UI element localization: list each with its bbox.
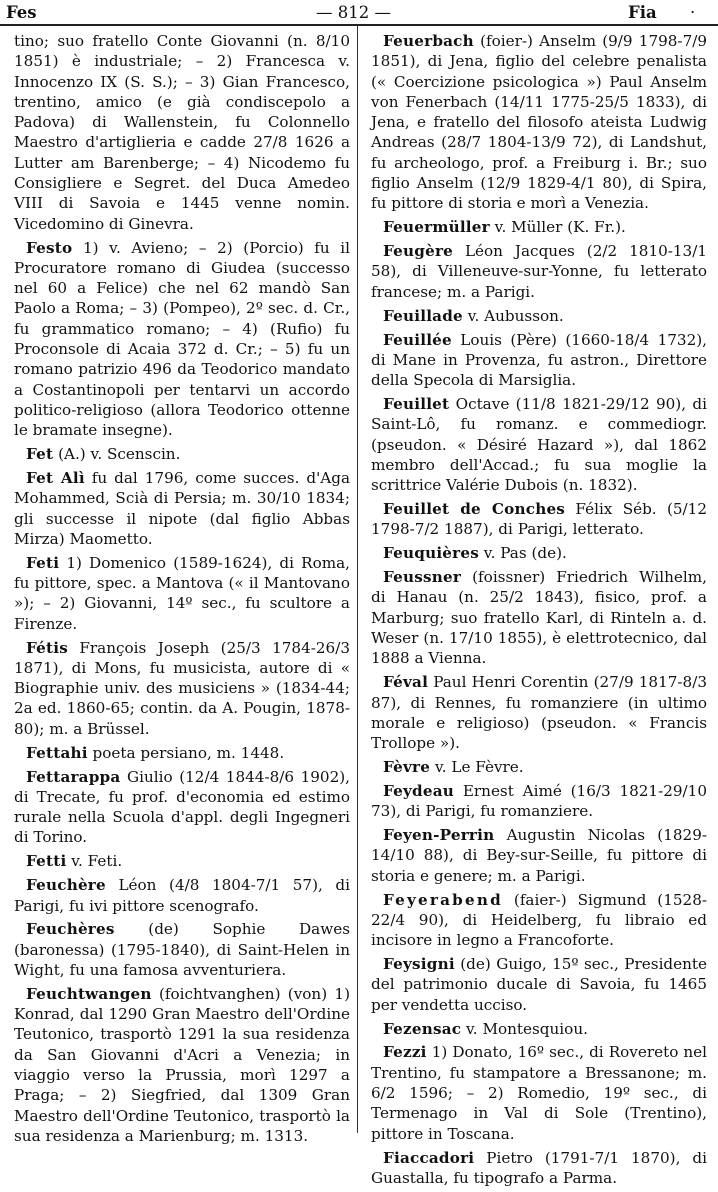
entry-headword: Fétis xyxy=(26,638,68,657)
entry xyxy=(371,241,707,302)
page-number: — 812 — xyxy=(316,3,391,22)
entry-text: Giulio (12/4 1844-8/6 1902), di Trecate, fu prof. d'economia ed estimo rurale nella Scuola d'appl. degli Ingegneri di Torino. xyxy=(14,767,350,847)
entry xyxy=(14,984,350,1146)
entry-headword: Fet Alì xyxy=(26,469,85,488)
entry-headword: Feyen-Perrin xyxy=(383,826,495,845)
entry xyxy=(371,217,707,237)
entry xyxy=(371,31,707,214)
column-divider xyxy=(357,26,358,1133)
entry xyxy=(14,444,350,464)
entry-text: (faier-) Sigmund (1528-22/4 90), di Heidelberg, fu libraio ed incisore in legno a Francoforte. xyxy=(371,890,708,950)
entry-text: Paul Henri Corentin (27/9 1817-8/3 87), di Rennes, fu romanziere (in ultimo morale e religioso) (pseudon. « Francis Trollope »). xyxy=(371,673,707,753)
entry-headword: Feyerabend xyxy=(383,890,503,909)
entry-text: François Joseph (25/3 1784-26/3 1871), di Mons, fu musicista, autore di « Biographie univ. des musiciens » (1834-44; 2a ed. 1860-65; contin. da A. Pougin, 1878-80); m. a Brüssel. xyxy=(14,638,350,738)
entry xyxy=(371,306,707,326)
entry-text: v. Pas (de). xyxy=(483,544,567,563)
left-column xyxy=(14,31,350,1150)
entry xyxy=(371,330,707,391)
entry-text: tino; suo fratello Conte Giovanni (n. 8/10 1851) è industriale; – 2) Francesca v. Innocenzo IX (S. S.); – 3) Gian Francesco, trentino, amico (e già condiscepolo a Padova) di Wallenstein, fu Colonnello Maestro d'artiglieria e cadde 27/8 1626 a Lutter am Barenberge; – 4) Nicodemo fu Consigliere e Segret. del Duca Amedeo VIII di Savoia e 1445 venne nomin. Vicedomino di Ginevra. xyxy=(14,32,350,233)
entry-headword: Feysigni xyxy=(383,955,455,974)
entry xyxy=(371,543,707,563)
entry-headword: Feuillet de Conches xyxy=(383,500,566,519)
entry xyxy=(371,757,707,777)
entry-text: 1) Donato, 16º sec., di Rovereto nel Trentino, fu stampatore a Bressanone; m. 6/2 1596; – 2) Romedio, 19º sec., di Termenago in Val di Sole (Trentino), pittore in Toscana. xyxy=(371,1043,708,1143)
entry xyxy=(371,1042,707,1143)
entry-text: Léon (4/8 1804-7/1 57), di Parigi, fu ivi pittore scenografo. xyxy=(14,876,351,915)
entry-text: (foichtvanghen) (von) 1) Konrad, dal 1290 Gran Maestro dell'Ordine Teutonico, trasportò 1291 la sua residenza da San Giovanni d'Acri a Venezia; in viaggio verso la Prussia, morì 1297 a Praga; – 2) Siegfried, dal 1309 Gran Maestro dell'Ordine Teutonico, trasportò la sua residenza a Marienburg; m. 1313. xyxy=(14,984,350,1145)
entry-text: v. Müller (K. Fr.). xyxy=(494,218,626,237)
entry-headword: Feuermüller xyxy=(383,218,490,237)
entry-text: Octave (11/8 1821-29/12 90), di Saint-Lô, fu romanz. e commediogr. (pseudon. « Désiré Hazard »), dal 1862 membro dell'Accad.; fu sua moglie la scrittrice Valérie Dubois (n. 1832). xyxy=(371,395,708,495)
entry-text: (A.) v. Scenscin. xyxy=(58,445,181,464)
entry-text: Augustin Nicolas (1829-14/10 88), di Bey-sur-Seille, fu pittore di storia e genere; m. a Parigi. xyxy=(371,826,707,885)
entry xyxy=(371,825,707,886)
entry xyxy=(371,1019,707,1039)
entry-headword: Feuillet xyxy=(383,395,450,414)
entry-text: (foissner) Friedrich Wilhelm, di Hanau (n. 25/2 1843), fisico, prof. a Marburg; suo fratello Karl, di Rinteln a. d. Weser (n. 17/10 1855), è elettrotecnico, dal 1888 a Vienna. xyxy=(371,568,707,668)
entry-text: Félix Séb. (5/12 1798-7/2 1887), di Parigi, letterato. xyxy=(371,500,707,539)
entry xyxy=(14,638,350,739)
entry-text: (foier-) Anselm (9/9 1798-7/9 1851), di Jena, figlio del celebre penalista (« Coercizione psicologica ») Paul Anselm von Fenerbach (14/11 1775-25/5 1833), di Jena, e fratello del filosofo ateista Ludwig Andreas (28/7 1804-13/9 72), di Landshut, fu archeologo, prof. a Freiburg i. Br.; suo figlio Anselm (12/9 1829-4/1 80), di Spira, fu pittore di storia e morì a Venezia. xyxy=(371,32,708,213)
entry xyxy=(14,238,350,441)
entry-headword: Feti xyxy=(26,553,60,572)
entry-text: (de) Guigo, 15º sec., Presidente del patrimonio ducale di Savoia, fu 1465 per vendetta ucciso. xyxy=(371,955,708,1014)
header-dot: · xyxy=(690,3,696,22)
entry xyxy=(14,31,350,234)
entry-headword: Feuillée xyxy=(383,330,452,349)
entry xyxy=(371,1148,707,1189)
entry-text: Louis (Père) (1660-18/4 1732), di Mane in Provenza, fu astron., Direttore della Specola di Marsiglia. xyxy=(371,330,708,390)
entry-headword: Fetti xyxy=(26,852,67,871)
entry-text: v. Feti. xyxy=(71,852,123,871)
entry-headword: Fezzi xyxy=(383,1043,427,1062)
entry-headword: Feydeau xyxy=(383,781,455,800)
right-column xyxy=(371,31,707,1192)
entry xyxy=(371,394,707,495)
entry xyxy=(371,890,707,951)
entry-text: v. Aubusson. xyxy=(467,306,564,325)
entry-headword: Feuquières xyxy=(383,544,479,563)
entry xyxy=(14,743,350,763)
entry-text: 1) Domenico (1589-1624), di Roma, fu pittore, spec. a Mantova (« il Mantovano »); – 2) Giovanni, 14º sec., fu scultore a Firenze. xyxy=(14,553,351,633)
entry-text: Léon Jacques (2/2 1810-13/1 58), di Villeneuve-sur-Yonne, fu letterato francese; m. a Parigi. xyxy=(371,242,708,301)
entry-text: 1) v. Avieno; – 2) (Porcio) fu il Procuratore romano di Giudea (successo nel 60 a Felice) che nel 62 mandò San Paolo a Roma; – 3) (Pompeo), 2º sec. d. Cr., fu grammatico romano; – 4) (Rufio) fu Proconsole di Acaia 372 d. Cr.; – 5) fu un romano patrizio 496 da Teodorico mandato a Costantinopoli per tentarvi un accordo politico-religioso (allora Teodorico ottenne le bramate insegne). xyxy=(14,238,351,440)
entry-text: v. Le Fèvre. xyxy=(434,758,524,777)
entry-headword: Feuerbach xyxy=(383,32,474,50)
entry-headword: Feuillade xyxy=(383,306,463,325)
entry xyxy=(371,567,707,668)
entry-text: v. Montesquiou. xyxy=(466,1019,588,1038)
entry-headword: Feuchère xyxy=(26,876,106,895)
entry-headword: Feussner xyxy=(383,568,462,587)
entry-text: poeta persiano, m. 1448. xyxy=(92,743,285,762)
entry-headword: Fiaccadori xyxy=(383,1148,475,1167)
entry-text: Pietro (1791-7/1 1870), di Guastalla, fu tipografo a Parma. xyxy=(371,1148,707,1187)
entry xyxy=(371,499,707,540)
entry xyxy=(14,553,350,634)
entry xyxy=(14,875,350,916)
entry xyxy=(14,851,350,871)
entry-headword: Fezensac xyxy=(383,1019,462,1038)
entry-text: fu dal 1796, come succes. d'Aga Mohammed, Scià di Persia; m. 30/10 1834; gli successe il nipote (dal figlio Abbas Mirza) Maometto. xyxy=(14,469,351,548)
entry-headword: Fettarappa xyxy=(26,767,121,786)
header-rule xyxy=(0,24,718,26)
entry-headword: Feugère xyxy=(383,242,454,261)
entry-headword: Fet xyxy=(26,445,54,464)
entry xyxy=(371,954,707,1015)
entry-headword: Féval xyxy=(383,673,429,692)
entry-headword: Feuchères xyxy=(26,920,115,939)
entry-text: (de) Sophie Dawes (baronessa) (1795-1840), di Saint-Helen in Wight, fu una famosa avventuriera. xyxy=(14,920,350,979)
entry xyxy=(371,781,707,822)
entry xyxy=(14,919,350,980)
header-left-guideword: Fes xyxy=(6,3,37,22)
header-right-guideword: Fia xyxy=(628,3,657,22)
entry-headword: Festo xyxy=(26,238,73,257)
entry-headword: Feuchtwangen xyxy=(26,984,152,1003)
entry xyxy=(14,468,350,549)
entry xyxy=(371,672,707,753)
entry xyxy=(14,767,350,848)
entry-text: Ernest Aimé (16/3 1821-29/10 73), di Parigi, fu romanziere. xyxy=(371,781,707,821)
entry-headword: Fèvre xyxy=(383,758,431,777)
entry-headword: Fettahi xyxy=(26,743,88,762)
